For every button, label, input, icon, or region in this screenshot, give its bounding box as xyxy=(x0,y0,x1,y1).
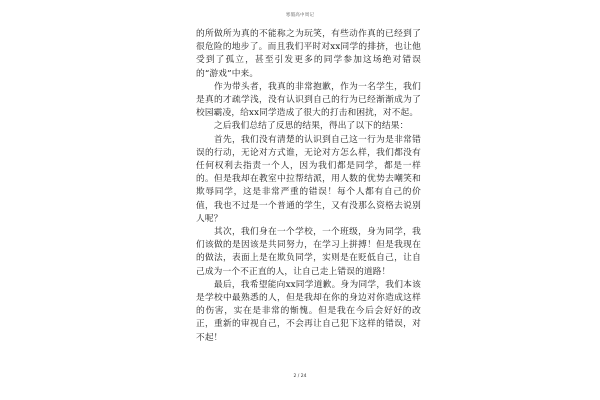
paragraph: 作为带头者，我真的非常抱歉，作为一名学生，我们是真的才疏学浅，没有认识到自己的行为已经渐渐成为了校园霸凌，给xx同学造成了很大的打击和困扰，对不起。 xyxy=(196,81,421,119)
paragraph: 最后，我希望能向xx同学道歉。身为同学，我们本该是学校中最熟悉的人，但是我却在你的身边对你造成这样的伤害，实在是非常的惭愧。但是我在今后会好好的改正，重新的审视自己，不会再让自己犯下这样的错误，对不起！ xyxy=(196,279,421,343)
document-header: 寒假高中周记 xyxy=(285,13,315,18)
paragraph: 的所做所为真的不能称之为玩笑，有些动作真的已经到了很危险的地步了。而且我们平时对xx同学的排挤，也让他受到了孤立，甚至引发更多的同学参加这场绝对错误的“游戏”中来。 xyxy=(196,29,421,79)
paragraph: 之后我们总结了反思的结果，得出了以下的结果： xyxy=(214,121,409,132)
document-body xyxy=(196,28,421,345)
paragraph: 首先，我们没有清楚的认识到自己这一行为是非常错误的行动，无论对方式谁，无论对方怎么样，我们都没有任何权利去指责一个人，因为我们都是同学，都是一样的。但是我却在教室中拉帮结派，用人数的优势去嘲笑和欺辱同学，这是非常严重的错误！每个人都有自己的价值，我也不过是一个普通的学生，又有没那么资格去说别人呢？ xyxy=(196,134,421,224)
page-number: 2 / 24 xyxy=(293,374,307,379)
paragraph: 其次，我们身在一个学校，一个班级，身为同学，我们该做的是因该是共同努力，在学习上拼搏！但是我现在的做法，表面上是在欺负同学，实则是在贬低自己，让自己成为一个不正直的人，让自己走上错误的道路！ xyxy=(196,227,421,277)
